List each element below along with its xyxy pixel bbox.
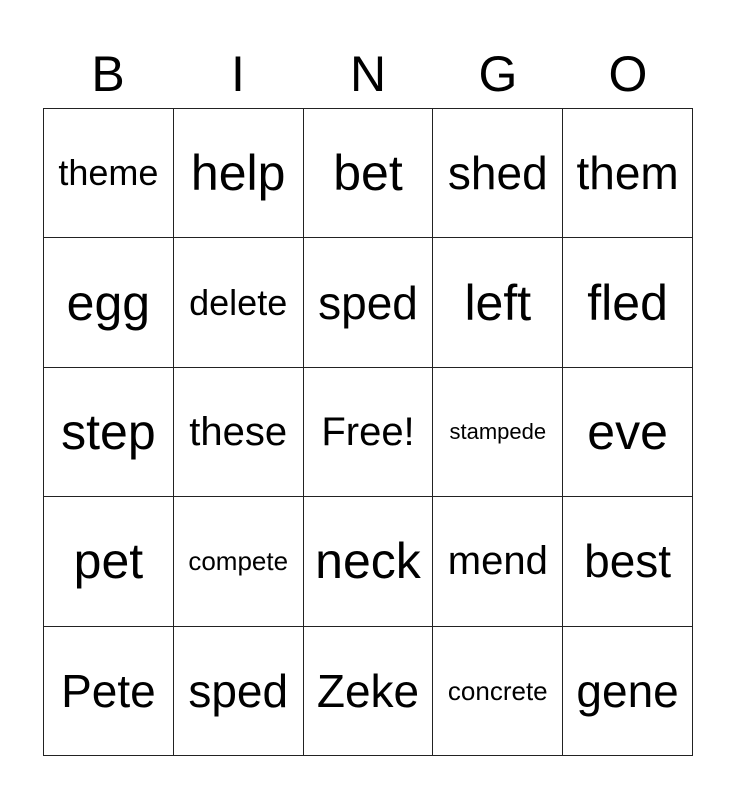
bingo-cell[interactable]: help: [174, 109, 304, 238]
bingo-cell[interactable]: fled: [563, 238, 693, 367]
bingo-cell[interactable]: step: [44, 368, 174, 497]
header-letter-b: B: [91, 46, 125, 102]
bingo-cell[interactable]: egg: [44, 238, 174, 367]
bingo-cell[interactable]: concrete: [433, 627, 563, 756]
bingo-cell[interactable]: compete: [174, 497, 304, 626]
bingo-cell[interactable]: eve: [563, 368, 693, 497]
bingo-cell[interactable]: stampede: [433, 368, 563, 497]
header-letter-i: I: [231, 46, 245, 102]
bingo-header: [43, 40, 693, 108]
bingo-cell[interactable]: sped: [304, 238, 434, 367]
bingo-cell[interactable]: Zeke: [304, 627, 434, 756]
bingo-cell[interactable]: pet: [44, 497, 174, 626]
header-letter-n: N: [349, 46, 387, 102]
bingo-cell[interactable]: delete: [174, 238, 304, 367]
bingo-board: [43, 108, 693, 756]
bingo-cell[interactable]: sped: [174, 627, 304, 756]
bingo-cell[interactable]: neck: [304, 497, 434, 626]
bingo-cell[interactable]: gene: [563, 627, 693, 756]
bingo-cell[interactable]: these: [174, 368, 304, 497]
bingo-cell[interactable]: shed: [433, 109, 563, 238]
bingo-cell[interactable]: them: [563, 109, 693, 238]
header-letter-g: G: [478, 46, 518, 102]
bingo-cell[interactable]: mend: [433, 497, 563, 626]
bingo-cell[interactable]: bet: [304, 109, 434, 238]
bingo-cell[interactable]: Pete: [44, 627, 174, 756]
free-space-cell[interactable]: Free!: [304, 368, 434, 497]
header-letter-o: O: [608, 46, 648, 102]
bingo-cell[interactable]: theme: [44, 109, 174, 238]
bingo-cell[interactable]: best: [563, 497, 693, 626]
bingo-cell[interactable]: left: [433, 238, 563, 367]
